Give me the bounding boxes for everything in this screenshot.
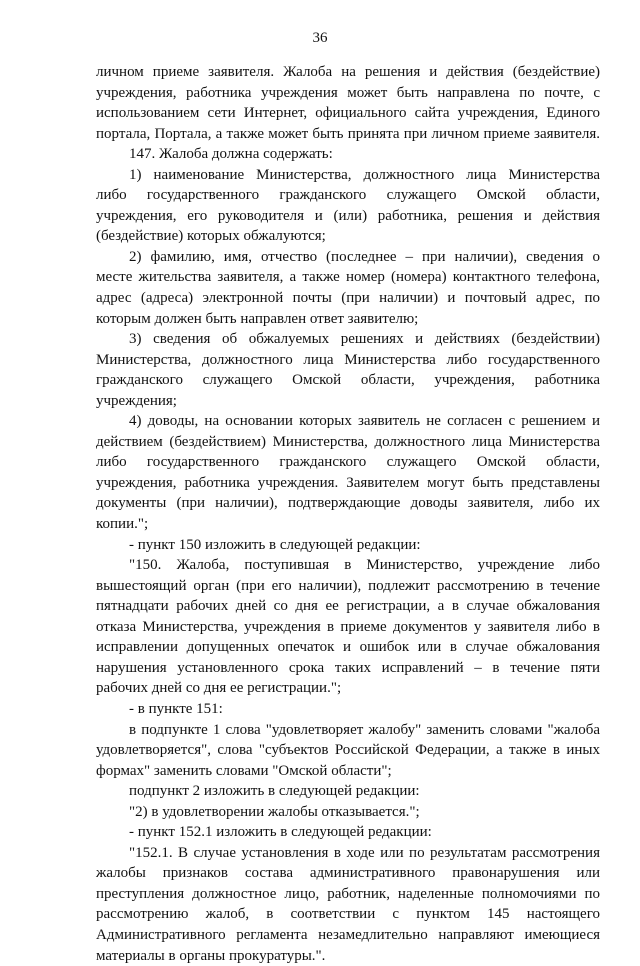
text-line: преступления должностное лицо, работник, наделенные полномочиями по bbox=[96, 885, 600, 902]
text-line: 2) фамилию, имя, отчество (последнее – при наличии), сведения о bbox=[129, 248, 600, 265]
text-line: исправлении допущенных опечаток и ошибок или в случае обжалования bbox=[96, 639, 600, 656]
text-line: 3) сведения об обжалуемых решениях и действиях (бездействии) bbox=[129, 331, 600, 348]
text-line: учреждения; bbox=[96, 392, 177, 409]
text-line: "2) в удовлетворении жалобы отказывается."; bbox=[129, 803, 420, 820]
text-line: - в пункте 151: bbox=[129, 700, 223, 717]
text-line: Административного регламента незамедлительно направляют имеющиеся bbox=[96, 926, 600, 943]
text-line: 147. Жалоба должна содержать: bbox=[129, 146, 333, 163]
text-line: личном приеме заявителя. Жалоба на решения и действия (бездействие) bbox=[96, 64, 600, 80]
text-line: формах" заменить словами "Омской области"; bbox=[96, 762, 392, 779]
text-line: документы (при наличии), подтверждающие доводы заявителя, либо их bbox=[96, 495, 600, 512]
text-line: - пункт 150 изложить в следующей редакции: bbox=[129, 536, 421, 553]
text-line: использованием сети Интернет, официального сайта учреждения, Единого bbox=[96, 105, 600, 122]
page-number: 36 bbox=[312, 30, 328, 46]
text-line: портала, Портала, а также может быть принята при личном приеме заявителя. bbox=[96, 125, 600, 142]
text-line: копии."; bbox=[96, 516, 149, 533]
text-line: материалы в органы прокуратуры.". bbox=[96, 947, 326, 964]
text-line: (бездействие) которых обжалуются; bbox=[96, 228, 326, 245]
text-line: учреждения, работника учреждения может быть направлена по почте, с bbox=[96, 84, 600, 101]
text-line: жалобы признаков состава административного правонарушения или bbox=[96, 865, 600, 882]
text-line: учреждения, его руководителя и (или) работника, решения и действия bbox=[96, 207, 600, 224]
text-line: пятнадцати рабочих дней со дня ее регистрации, а в случае обжалования bbox=[96, 598, 600, 615]
text-line: "152.1. В случае установления в ходе или по результатам рассмотрения bbox=[129, 844, 600, 861]
text-line: месте жительства заявителя, а также номер (номера) контактного телефона, bbox=[96, 269, 600, 286]
text-line: учреждения, работника учреждения. Заявителем могут быть представлены bbox=[96, 474, 600, 491]
text-line: которым должен быть направлен ответ заявителю; bbox=[96, 310, 419, 327]
text-line: нарушения установленного срока таких исправлений – в течение пяти bbox=[96, 659, 600, 676]
document-body bbox=[96, 62, 600, 966]
text-line: Министерства, должностного лица Министерства либо государственного bbox=[96, 351, 600, 368]
text-line: "150. Жалоба, поступившая в Министерство, учреждение либо bbox=[129, 557, 600, 574]
text-line: отказа Министерства, учреждения в приеме документов у заявителя либо в bbox=[96, 618, 600, 635]
text-line: либо государственного гражданского служащего Омской области, bbox=[96, 187, 600, 204]
text-line: подпункт 2 изложить в следующей редакции: bbox=[129, 783, 420, 800]
text-line: гражданского служащего Омской области, учреждения, работника bbox=[96, 372, 600, 389]
text-line: 1) наименование Министерства, должностного лица Министерства bbox=[129, 166, 600, 183]
text-line: в подпункте 1 слова "удовлетворяет жалобу" заменить словами "жалоба bbox=[129, 721, 600, 738]
text-line: 4) доводы, на основании которых заявитель не согласен с решением и bbox=[129, 413, 600, 430]
text-line: действием (бездействием) Министерства, должностного лица Министерства bbox=[96, 433, 600, 450]
text-line: - пункт 152.1 изложить в следующей редакции: bbox=[129, 824, 432, 841]
text-line: адрес (адреса) электронной почты (при наличии) и почтовый адрес, по bbox=[96, 290, 600, 307]
text-line: либо государственного гражданского служащего Омской области, bbox=[96, 454, 600, 471]
text-line: удовлетворяется", слова "субъектов Российской Федерации, а также в иных bbox=[96, 742, 600, 759]
text-line: рассмотрению жалоб, в соответствии с пунктом 145 настоящего bbox=[96, 906, 600, 923]
text-line: рабочих дней со дня ее регистрации."; bbox=[96, 680, 342, 697]
text-line: вышестоящий орган (при его наличии), подлежит рассмотрению в течение bbox=[96, 577, 600, 594]
